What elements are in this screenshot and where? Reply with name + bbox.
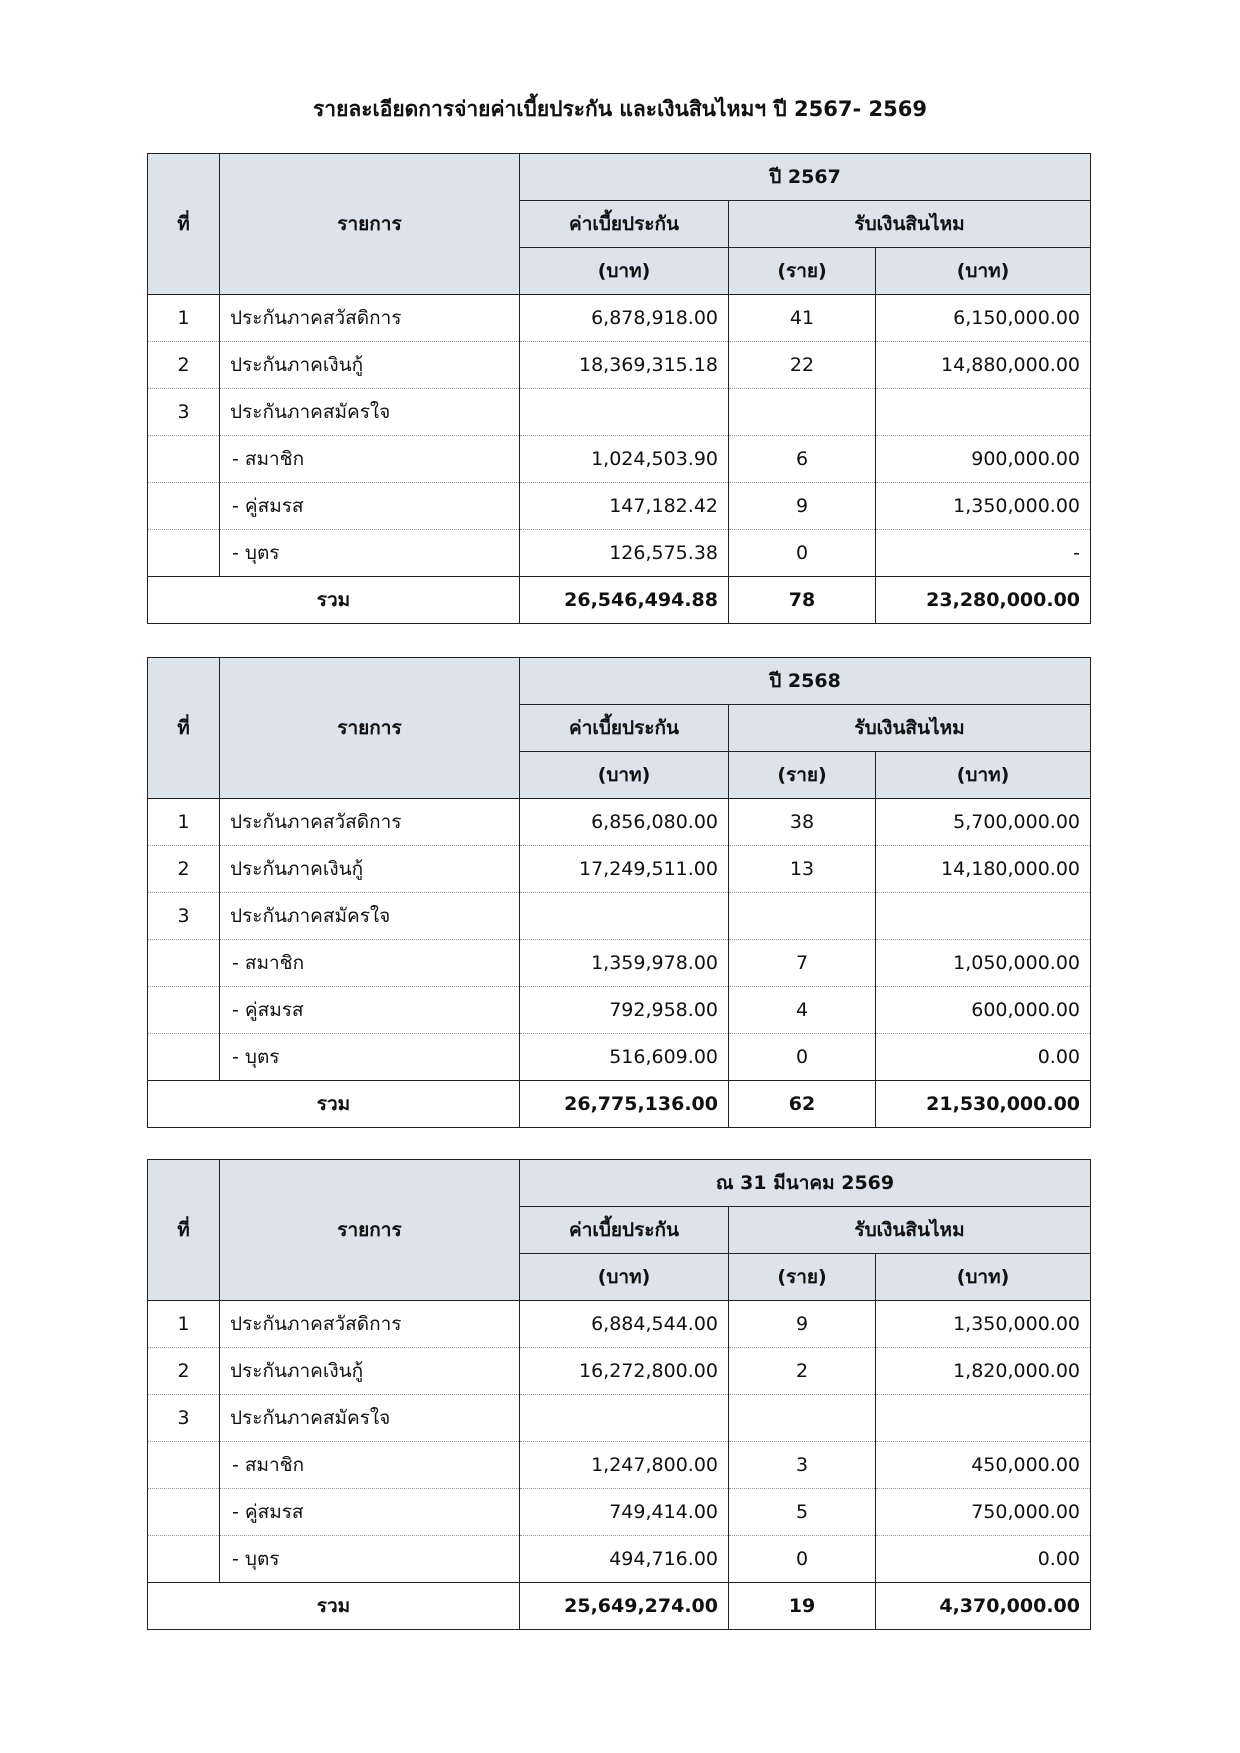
row-no: 3 (148, 1395, 220, 1442)
row-no (148, 987, 220, 1034)
table-row (148, 1348, 1091, 1395)
total-amount: 21,530,000.00 (876, 1081, 1091, 1128)
table-row (148, 1536, 1091, 1583)
row-no (148, 436, 220, 483)
total-amount: 4,370,000.00 (876, 1583, 1091, 1630)
row-cases: 3 (729, 1442, 876, 1489)
row-no (148, 1442, 220, 1489)
row-cases (729, 389, 876, 436)
table-row (148, 530, 1091, 577)
row-amount: 600,000.00 (876, 987, 1091, 1034)
table-2569 (147, 1159, 1091, 1630)
row-premium: 1,359,978.00 (520, 940, 729, 987)
row-item: ประกันภาคเงินกู้ (220, 1348, 520, 1395)
row-cases: 0 (729, 1536, 876, 1583)
row-amount: 14,180,000.00 (876, 846, 1091, 893)
row-no: 1 (148, 1301, 220, 1348)
row-item: - บุตร (220, 530, 520, 577)
row-amount: 0.00 (876, 1034, 1091, 1081)
row-item: ประกันภาคสวัสดิการ (220, 1301, 520, 1348)
table-row (148, 295, 1091, 342)
row-cases (729, 893, 876, 940)
row-item: ประกันภาคสมัครใจ (220, 893, 520, 940)
header-item: รายการ (220, 1160, 520, 1301)
header-premium: ค่าเบี้ยประกัน (520, 705, 729, 752)
row-no (148, 483, 220, 530)
table-row (148, 1395, 1091, 1442)
header-unit-baht: (บาท) (520, 1254, 729, 1301)
header-no: ที่ (148, 658, 220, 799)
header-no: ที่ (148, 1160, 220, 1301)
row-cases: 9 (729, 483, 876, 530)
row-cases: 4 (729, 987, 876, 1034)
table-row (148, 846, 1091, 893)
row-no (148, 530, 220, 577)
table-row (148, 342, 1091, 389)
row-amount: 450,000.00 (876, 1442, 1091, 1489)
total-label: รวม (148, 577, 520, 624)
header-period: ณ 31 มีนาคม 2569 (520, 1160, 1091, 1207)
header-no: ที่ (148, 154, 220, 295)
row-premium: 494,716.00 (520, 1536, 729, 1583)
row-no: 3 (148, 893, 220, 940)
row-amount: 1,050,000.00 (876, 940, 1091, 987)
total-cases: 78 (729, 577, 876, 624)
row-item: ประกันภาคเงินกู้ (220, 342, 520, 389)
document-title: รายละเอียดการจ่ายค่าเบี้ยประกัน และเงินสินไหมฯ ปี 2567- 2569 (313, 97, 927, 121)
header-period: ปี 2567 (520, 154, 1091, 201)
row-cases: 22 (729, 342, 876, 389)
row-no: 2 (148, 1348, 220, 1395)
row-premium: 792,958.00 (520, 987, 729, 1034)
header-claim: รับเงินสินไหม (729, 201, 1091, 248)
row-item: - บุตร (220, 1536, 520, 1583)
row-premium: 147,182.42 (520, 483, 729, 530)
row-cases: 0 (729, 530, 876, 577)
total-amount: 23,280,000.00 (876, 577, 1091, 624)
row-amount: 6,150,000.00 (876, 295, 1091, 342)
table-2568 (147, 657, 1091, 1128)
row-item: ประกันภาคสวัสดิการ (220, 799, 520, 846)
row-premium: 16,272,800.00 (520, 1348, 729, 1395)
total-premium: 25,649,274.00 (520, 1583, 729, 1630)
row-amount: 1,350,000.00 (876, 483, 1091, 530)
table-row (148, 940, 1091, 987)
row-premium: 17,249,511.00 (520, 846, 729, 893)
header-period: ปี 2568 (520, 658, 1091, 705)
row-item: - สมาชิก (220, 436, 520, 483)
table-row (148, 389, 1091, 436)
header-item: รายการ (220, 154, 520, 295)
header-unit-cases: (ราย) (729, 248, 876, 295)
row-amount: 750,000.00 (876, 1489, 1091, 1536)
header-unit-baht: (บาท) (876, 1254, 1091, 1301)
row-premium: 126,575.38 (520, 530, 729, 577)
table-row (148, 799, 1091, 846)
row-item: - สมาชิก (220, 940, 520, 987)
row-premium: 1,247,800.00 (520, 1442, 729, 1489)
row-premium: 516,609.00 (520, 1034, 729, 1081)
row-cases: 13 (729, 846, 876, 893)
row-premium: 6,878,918.00 (520, 295, 729, 342)
row-cases: 9 (729, 1301, 876, 1348)
row-cases: 6 (729, 436, 876, 483)
row-cases: 2 (729, 1348, 876, 1395)
row-premium (520, 893, 729, 940)
row-premium: 6,856,080.00 (520, 799, 729, 846)
row-amount: 0.00 (876, 1536, 1091, 1583)
table-row (148, 893, 1091, 940)
total-premium: 26,546,494.88 (520, 577, 729, 624)
row-no: 1 (148, 295, 220, 342)
table-row (148, 436, 1091, 483)
row-premium (520, 389, 729, 436)
header-unit-cases: (ราย) (729, 752, 876, 799)
row-item: ประกันภาคสมัครใจ (220, 1395, 520, 1442)
table-row (148, 1489, 1091, 1536)
row-item: ประกันภาคสมัครใจ (220, 389, 520, 436)
row-amount (876, 893, 1091, 940)
row-premium: 6,884,544.00 (520, 1301, 729, 1348)
header-claim: รับเงินสินไหม (729, 1207, 1091, 1254)
header-claim: รับเงินสินไหม (729, 705, 1091, 752)
table-row (148, 483, 1091, 530)
row-premium: 18,369,315.18 (520, 342, 729, 389)
row-cases: 0 (729, 1034, 876, 1081)
row-amount: 5,700,000.00 (876, 799, 1091, 846)
header-premium: ค่าเบี้ยประกัน (520, 201, 729, 248)
header-unit-baht: (บาท) (520, 752, 729, 799)
row-no: 2 (148, 342, 220, 389)
table-2567 (147, 153, 1091, 624)
row-premium: 749,414.00 (520, 1489, 729, 1536)
row-item: - คู่สมรส (220, 483, 520, 530)
row-no: 1 (148, 799, 220, 846)
row-amount: 1,820,000.00 (876, 1348, 1091, 1395)
row-amount: - (876, 530, 1091, 577)
row-amount: 14,880,000.00 (876, 342, 1091, 389)
header-unit-baht: (บาท) (876, 752, 1091, 799)
row-amount (876, 389, 1091, 436)
row-no (148, 1489, 220, 1536)
table-row (148, 1034, 1091, 1081)
row-item: ประกันภาคสวัสดิการ (220, 295, 520, 342)
row-premium (520, 1395, 729, 1442)
table-row (148, 987, 1091, 1034)
row-cases: 5 (729, 1489, 876, 1536)
row-cases: 41 (729, 295, 876, 342)
table-row (148, 1301, 1091, 1348)
row-item: ประกันภาคเงินกู้ (220, 846, 520, 893)
table-row (148, 1442, 1091, 1489)
total-row (148, 1583, 1091, 1630)
row-cases: 38 (729, 799, 876, 846)
header-item: รายการ (220, 658, 520, 799)
row-amount: 900,000.00 (876, 436, 1091, 483)
row-cases: 7 (729, 940, 876, 987)
row-cases (729, 1395, 876, 1442)
row-no: 3 (148, 389, 220, 436)
total-cases: 62 (729, 1081, 876, 1128)
row-item: - คู่สมรส (220, 987, 520, 1034)
row-premium: 1,024,503.90 (520, 436, 729, 483)
row-item: - สมาชิก (220, 1442, 520, 1489)
row-no: 2 (148, 846, 220, 893)
row-no (148, 1034, 220, 1081)
row-item: - คู่สมรส (220, 1489, 520, 1536)
row-item: - บุตร (220, 1034, 520, 1081)
header-unit-cases: (ราย) (729, 1254, 876, 1301)
row-no (148, 940, 220, 987)
row-no (148, 1536, 220, 1583)
total-cases: 19 (729, 1583, 876, 1630)
row-amount: 1,350,000.00 (876, 1301, 1091, 1348)
total-row (148, 1081, 1091, 1128)
total-premium: 26,775,136.00 (520, 1081, 729, 1128)
total-label: รวม (148, 1583, 520, 1630)
total-row (148, 577, 1091, 624)
total-label: รวม (148, 1081, 520, 1128)
row-amount (876, 1395, 1091, 1442)
header-premium: ค่าเบี้ยประกัน (520, 1207, 729, 1254)
header-unit-baht: (บาท) (520, 248, 729, 295)
header-unit-baht: (บาท) (876, 248, 1091, 295)
